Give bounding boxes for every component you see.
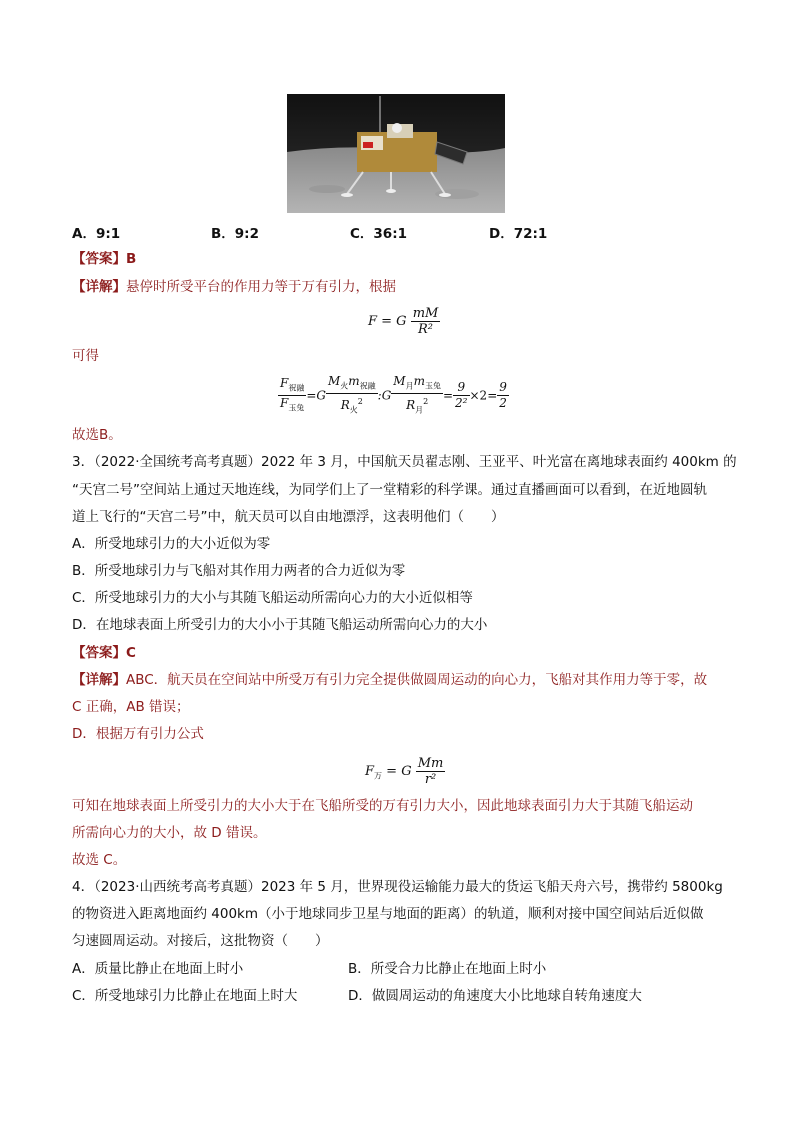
q2-answer <box>72 249 136 269</box>
formula-denominator: r² <box>424 772 437 787</box>
q4-options-row-2 <box>72 986 642 1006</box>
q4-stem-line-3: 匀速圆周运动。对接后，这批物资（ ） <box>72 933 329 949</box>
formula-lhs: F = G <box>368 314 407 329</box>
detail-label: 【详解】 <box>72 279 126 295</box>
formula-sub: 火 <box>349 405 358 415</box>
q2-options <box>72 224 628 244</box>
formula-lhs: F <box>365 764 375 779</box>
q3-option-d: D．在地球表面上所受引力的大小小于其随飞船运动所需向心力的大小 <box>72 617 488 633</box>
option-b: B．9:2 <box>211 226 259 242</box>
option-a: A．9:1 <box>72 226 121 242</box>
answer-value: C <box>126 645 136 661</box>
q3-stem-line-2: “天宫二号”空间站上通过天地连线，为同学们上了一堂精彩的科学课。通过直播画面可以看到，在近地圆轨 <box>72 482 707 498</box>
formula-times: ×2= <box>469 388 498 403</box>
formula-term: m <box>348 374 360 388</box>
formula-sub: 火 <box>340 381 349 391</box>
q3-stem-line-3: 道上飞行的“天宫二号”中，航天员可以自由地漂浮，这表明他们（ ） <box>72 509 505 525</box>
formula-term: R <box>406 398 416 413</box>
formula-term: F <box>280 376 289 390</box>
formula-result-fraction-1 <box>453 380 469 411</box>
formula-sub: 祝融 <box>288 383 305 393</box>
formula-mars-fraction <box>326 374 378 418</box>
formula-sub: 祝融 <box>359 381 376 391</box>
q3-explanation-line-1: 可知在地球表面上所受引力的大小大于在飞船所受的万有引力大小，因此地球表面引力大于其随飞船运动 <box>72 798 693 814</box>
formula-term: 9 <box>499 380 507 395</box>
q4-option-d: D．做圆周运动的角速度大小比地球自转角速度大 <box>348 988 642 1004</box>
formula-numerator: Mm <box>417 756 444 771</box>
formula-term: F <box>280 396 289 411</box>
answer-label: 【答案】 <box>72 251 126 267</box>
q3-detail-line-3: D．根据万有引力公式 <box>72 726 204 742</box>
detail-text: ABC．航天员在空间站中所受万有引力完全提供做圆周运动的向心力，飞船对其作用力等于零，故 <box>126 672 708 688</box>
q3-option-c: C．所受地球引力的大小与其随飞船运动所需向心力的大小近似相等 <box>72 590 473 606</box>
formula-sup: 2 <box>357 397 363 407</box>
q3-answer <box>72 643 136 663</box>
formula-sup: 2 <box>423 397 429 407</box>
formula-colon: :G <box>377 388 392 403</box>
formula-term: 9 <box>453 380 469 396</box>
q4-options-row-1 <box>72 959 624 979</box>
q4-stem-line-1: 4．（2023·山西统考高考真题）2023 年 5 月，世界现役运输能力最大的货运飞船天舟六号，携带约 5800kg <box>72 879 723 895</box>
detail-label: 【详解】 <box>72 672 126 688</box>
formula-numerator: mM <box>412 306 439 321</box>
q3-detail-line-2: C 正确，AB 错误； <box>72 699 190 715</box>
formula-fraction <box>416 756 446 787</box>
q4-option-a: A．质量比静止在地面上时小 <box>72 961 244 977</box>
formula-eq: = G <box>382 764 412 779</box>
q3-conclusion: 故选 C。 <box>72 852 127 868</box>
q3-option-a: A．所受地球引力的大小近似为零 <box>72 536 271 552</box>
formula-sub: 玉兔 <box>288 403 305 413</box>
q4-stem-line-2: 的物资进入距离地面约 400km（小于地球同步卫星与地面的距离）的轨道，顺利对接中国空间站后近似做 <box>72 906 704 922</box>
q2-detail <box>72 277 396 297</box>
q3-option-b: B．所受地球引力与飞船对其作用力两者的合力近似为零 <box>72 563 406 579</box>
detail-text: 悬停时所受平台的作用力等于万有引力，根据 <box>126 279 396 295</box>
q3-stem-line-1: 3．（2022·全国统考高考真题）2022 年 3 月，中国航天员翟志刚、王亚平、叶光富在离地球表面约 400km 的 <box>72 454 737 470</box>
formula-term: R <box>340 398 350 413</box>
formula-term: M <box>327 374 341 388</box>
formula-fraction <box>411 306 441 337</box>
formula-term: m <box>413 374 425 388</box>
q2-conclusion: 故选B。 <box>72 427 122 443</box>
lunar-lander-photo <box>287 94 505 213</box>
option-c: C．36:1 <box>350 226 407 242</box>
formula-gravitation-2 <box>365 756 445 787</box>
formula-result-fraction-2 <box>497 380 509 411</box>
formula-denominator: R² <box>418 322 434 337</box>
formula-moon-fraction <box>391 374 443 418</box>
q3-detail-line-1 <box>72 670 707 690</box>
formula-term: M <box>393 374 406 388</box>
formula-sub: 月 <box>415 405 424 415</box>
formula-sub: 万 <box>374 771 383 781</box>
formula-term: 2 <box>499 396 507 411</box>
formula-gravitation-1 <box>368 306 440 337</box>
answer-label: 【答案】 <box>72 645 126 661</box>
option-d: D．72:1 <box>489 226 548 242</box>
answer-value: B <box>126 251 137 267</box>
q2-then: 可得 <box>72 348 99 364</box>
formula-term: 2² <box>455 396 468 411</box>
formula-sub: 月 <box>405 381 414 391</box>
formula-ratio: $\frac{F_{祝融}}{F_{玉兔}}$ =G $\frac{M_火m_{祝融}}{R_火^2}$ :G $\frac{M_月m_{玉兔}}{R_月^2}$ = $\frac{9}{\text{2²}}$ ×2= $\frac{9}{2}$ <box>278 374 509 418</box>
q4-option-b: B．所受合力比静止在地面上时小 <box>348 961 547 977</box>
formula-eq: =G <box>306 388 326 403</box>
formula-sub: 玉兔 <box>424 381 441 391</box>
q3-explanation-line-2: 所需向心力的大小，故 D 错误。 <box>72 825 267 841</box>
q4-option-c: C．所受地球引力比静止在地面上时大 <box>72 988 298 1004</box>
formula-lhs-fraction <box>278 376 306 416</box>
